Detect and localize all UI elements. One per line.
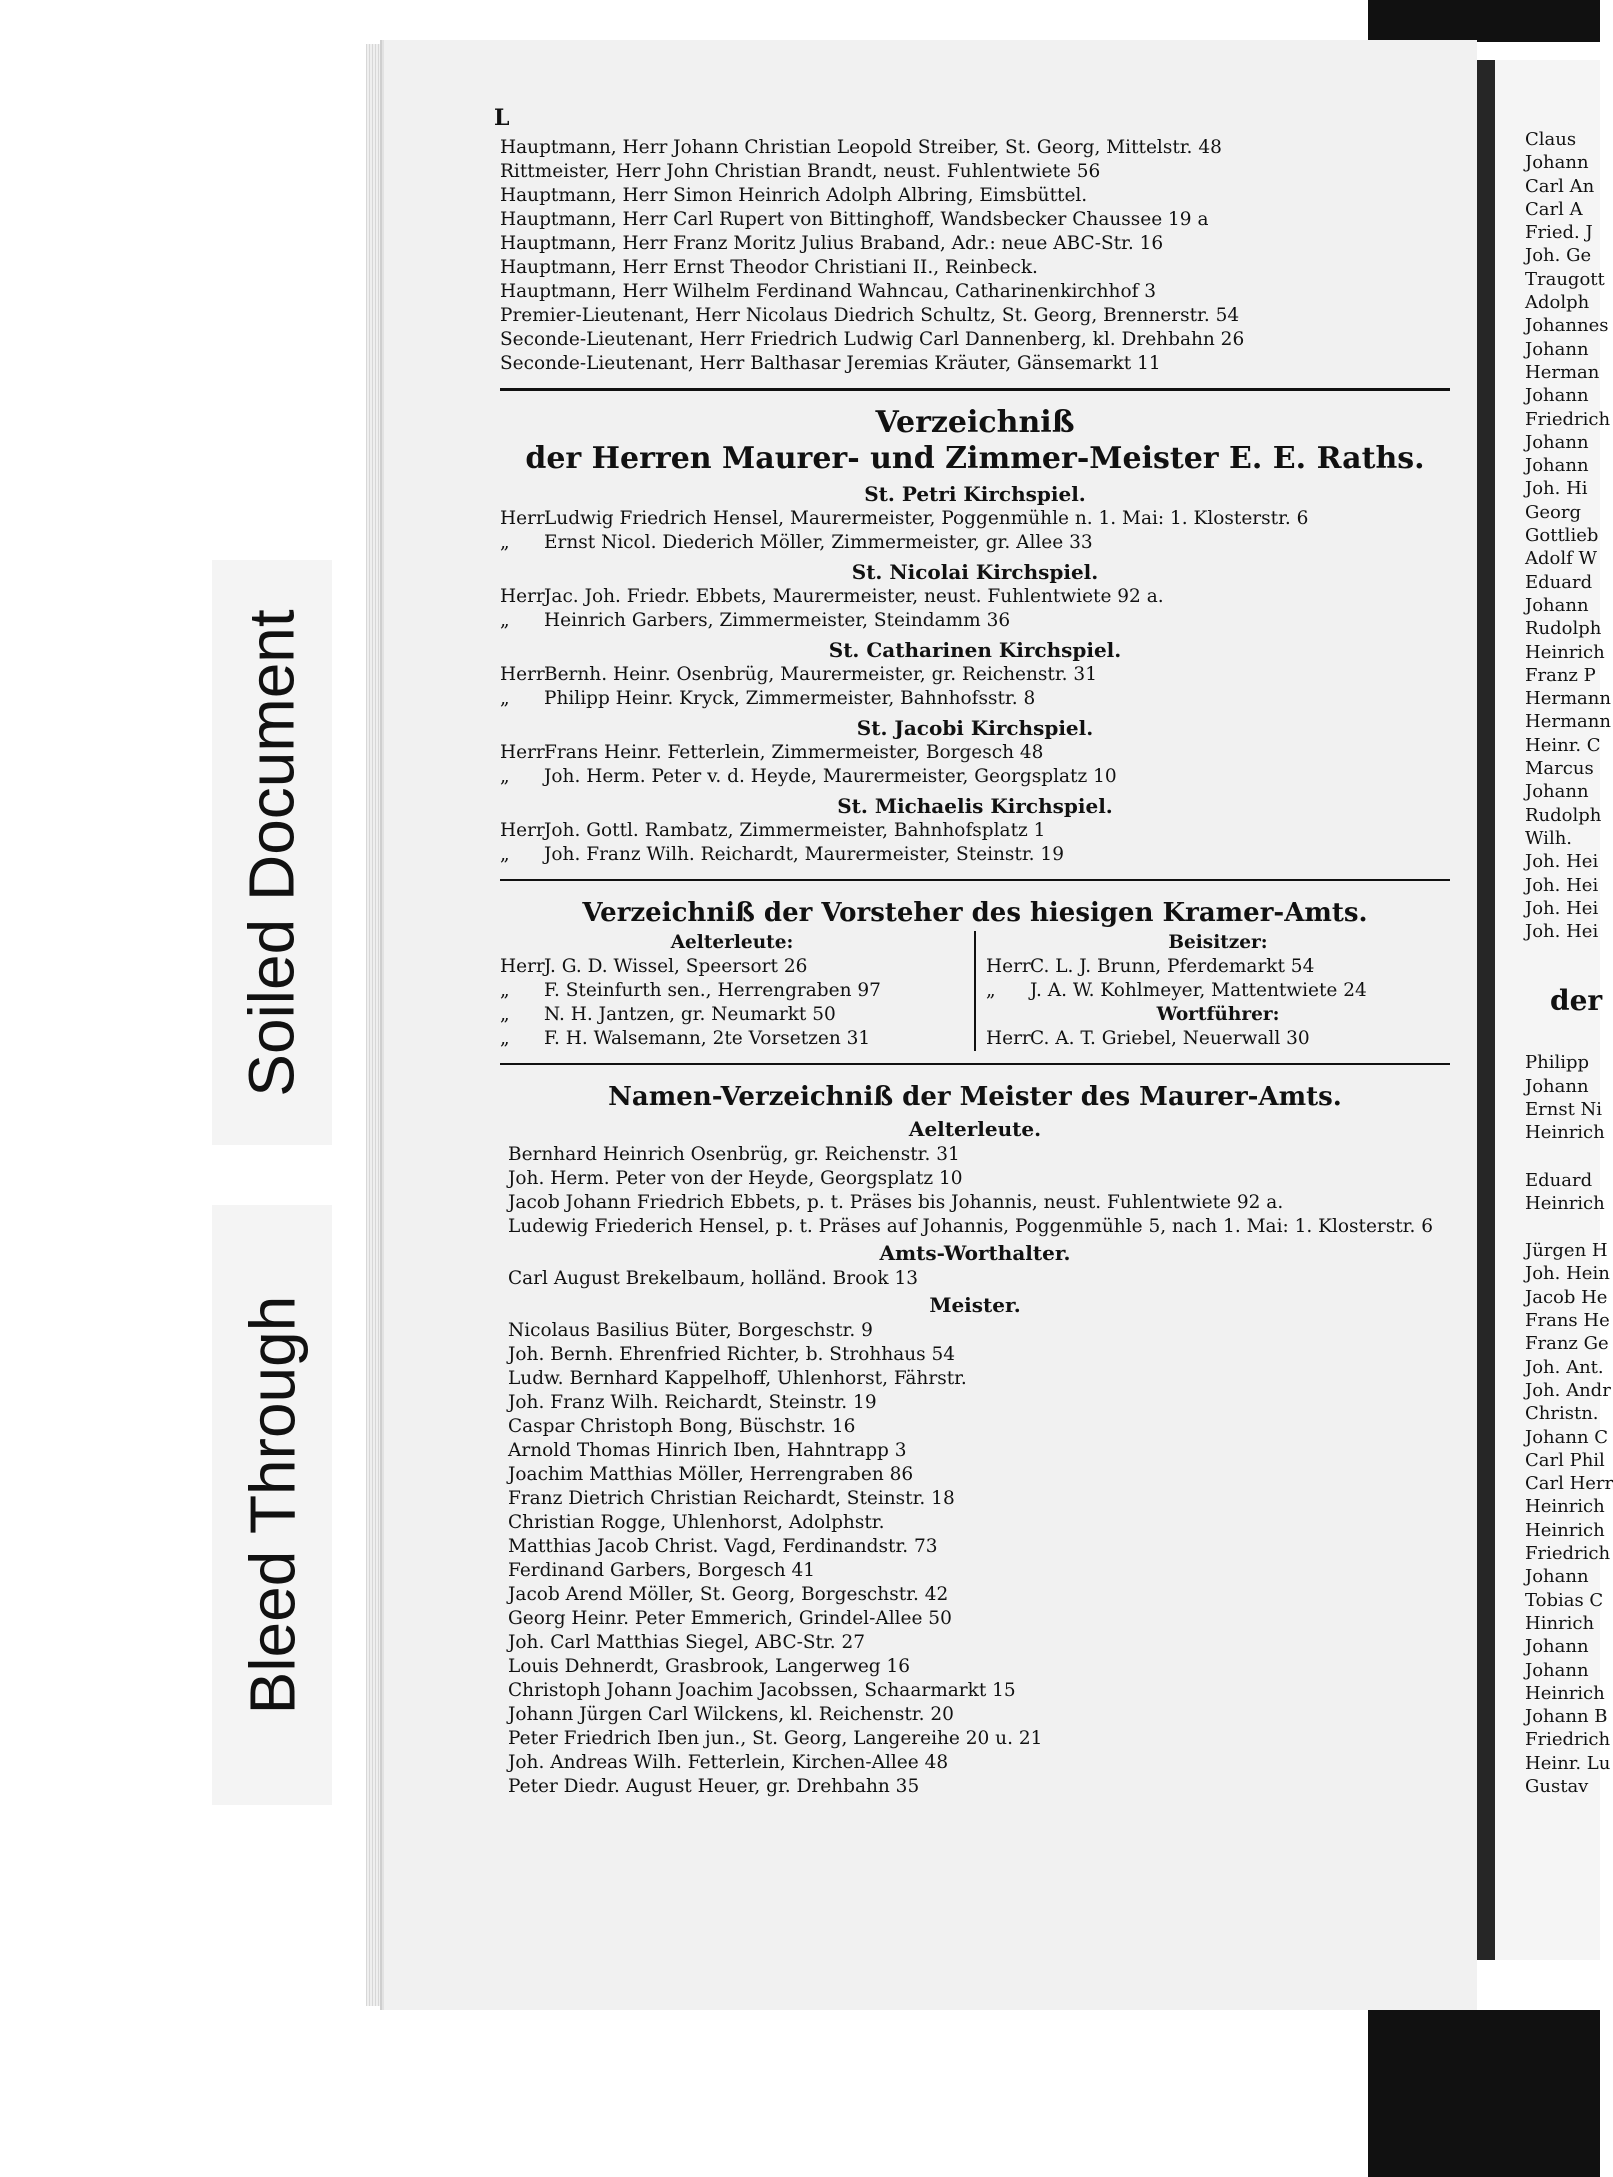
scanner-edge-top [1368,0,1600,42]
list-item: Hermann [1525,688,1611,710]
facing-page [1495,60,1613,1960]
section-title: Namen-Verzeichniß der Meister des Maurer-Amts. [608,1082,1342,1112]
list-item: Friedrich [1525,1543,1611,1565]
list-item: Louis Dehnerdt, Grasbrook, Langerweg 16 [508,1656,911,1677]
list-item: Joh. Franz Wilh. Reichardt, Steinstr. 19 [508,1392,877,1413]
list-item: Eduard [1525,571,1593,593]
list-item: Johann Jürgen Carl Wilckens, kl. Reichenstr. 20 [508,1704,954,1725]
officer-line: Hauptmann, Herr Franz Moritz Julius Braband, Adr.: neue ABC-Str. 16 [500,233,1164,254]
list-item: Tobias C [1525,1589,1604,1611]
facing-page-list-4 [1495,1239,1613,1798]
list-item: Ludw. Bernhard Kappelhoff, Uhlenhorst, Fährstr. [508,1368,967,1389]
list-item: Herr Bernh. Heinr. Osenbrüg, Maurermeister, gr. Reichenstr. 31 [500,664,1097,685]
column-heading: Aelterleute: [670,932,794,953]
list-item: „ F. Steinfurth sen., Herrengraben 97 [500,980,881,1001]
list-item: Heinrich [1525,1496,1605,1518]
divider [500,1063,1450,1065]
list-item: Jacob Johann Friedrich Ebbets, p. t. Präses bis Johannis, neust. Fuhlentwiete 92 a. [508,1192,1284,1213]
officer-line: Hauptmann, Herr Wilhelm Ferdinand Wahncau, Catharinenkirchhof 3 [500,281,1157,302]
list-item: Bernhard Heinrich Osenbrüg, gr. Reichenstr. 31 [508,1144,960,1165]
list-item: Carl An [1525,175,1595,197]
list-item: Adolph [1525,292,1590,314]
list-item: Joh. Bernh. Ehrenfried Richter, b. Strohhaus 54 [508,1344,956,1365]
binding-gutter [1475,60,1495,1960]
parish-heading: St. Catharinen Kirchspiel. [828,638,1122,662]
list-item: Heinrich [1525,1519,1605,1541]
page-letter: L [494,105,510,131]
list-item: Gottlieb [1525,525,1599,547]
list-item: Joh. Ge [1525,245,1592,267]
list-item: Heinr. Lu [1525,1752,1611,1774]
list-item: Herr C. L. J. Brunn, Pferdemarkt 54 [986,956,1315,977]
list-item: Peter Diedr. August Heuer, gr. Drehbahn 35 [508,1776,920,1797]
list-item: Johann [1525,455,1589,477]
list-item: „ F. H. Walsemann, 2te Vorsetzen 31 [500,1028,871,1049]
list-item: Joachim Matthias Möller, Herrengraben 86 [508,1464,914,1485]
list-item: Ernst Ni [1525,1098,1603,1120]
list-item: Johann [1525,431,1589,453]
two-column-block [500,931,1450,1051]
list-item: Friedrich [1525,1729,1611,1751]
list-item: Johann [1525,385,1589,407]
list-item: Carl Phil [1525,1449,1605,1471]
list-item: Herman [1525,361,1600,383]
document-page [380,40,1477,2010]
list-item: Claus [1525,129,1577,150]
list-item: Rudolph [1525,618,1602,640]
list-item: Jürgen H [1525,1240,1608,1262]
section-subtitle: der Herren Maurer- und Zimmer-Meister E. E. Raths. [525,441,1425,476]
list-item: Traugott [1525,268,1605,290]
list-item: Joh. Hei [1525,897,1599,919]
page-edge-stack [366,44,380,2006]
list-item: Marcus [1525,758,1594,780]
bleed-through-label [212,1205,332,1805]
list-item: Herr Ludwig Friedrich Hensel, Maurermeister, Poggenmühle n. 1. Mai: 1. Klosterstr. 6 [500,508,1309,529]
list-item: Johann [1525,1636,1589,1658]
list-item: Joh. Hei [1525,921,1599,943]
list-item: Heinr. C [1525,734,1601,756]
sub-heading: Aelterleute. [908,1117,1042,1141]
list-item: Nicolaus Basilius Büter, Borgeschstr. 9 [508,1320,873,1341]
section-maurer-amt [500,1079,1450,1799]
list-item: Johann [1525,338,1589,360]
officer-line: Hauptmann, Herr Simon Heinrich Adolph Albring, Eimsbüttel. [500,185,1088,206]
soiled-document-text: Soiled Document [236,608,308,1097]
list-item: „ Joh. Herm. Peter v. d. Heyde, Maurermeister, Georgsplatz 10 [500,766,1117,787]
list-item: Herr J. G. D. Wissel, Speersort 26 [500,956,808,977]
list-item: Johann [1525,152,1589,174]
list-item: Joh. Andr [1525,1379,1611,1401]
soiled-document-label [212,560,332,1145]
list-item: „ Heinrich Garbers, Zimmermeister, Steindamm 36 [500,610,1011,631]
list-item: Friedrich [1525,408,1611,430]
list-item: Philipp [1525,1052,1590,1074]
section-council-builders [500,405,1450,867]
list-item: Christn. [1525,1403,1599,1425]
bleed-through-text: Bleed Through [236,1295,308,1715]
parish-heading: St. Nicolai Kirchspiel. [851,560,1099,584]
list-item: Ludewig Friederich Hensel, p. t. Präses auf Johannis, Poggenmühle 5, nach 1. Mai: 1. Klosterstr. 6 [508,1216,1434,1237]
officer-line: Seconde-Lieutenant, Herr Balthasar Jeremias Kräuter, Gänsemarkt 11 [500,353,1161,374]
list-item: Joh. Ant. [1525,1356,1604,1378]
list-item: Rudolph [1525,804,1602,826]
list-item: „ Ernst Nicol. Diederich Möller, Zimmermeister, gr. Allee 33 [500,532,1093,553]
facing-page-list-2 [1495,1051,1605,1144]
list-item: Herr Frans Heinr. Fetterlein, Zimmermeister, Borgesch 48 [500,742,1044,763]
list-item: Carl Herr [1525,1473,1613,1495]
officer-line: Rittmeister, Herr John Christian Brandt, neust. Fuhlentwiete 56 [500,161,1101,182]
list-item: Adolf W [1525,548,1597,570]
aelterleute-column [500,931,976,1051]
facing-page-heading: der [1550,984,1603,1018]
list-item: Frans He [1525,1310,1610,1332]
facing-page-list-3 [1495,1169,1605,1216]
list-item: Johann [1525,1566,1589,1588]
list-item: Georg [1525,501,1581,523]
list-item: Joh. Hei [1525,851,1599,873]
list-item: Herr Joh. Gottl. Rambatz, Zimmermeister, Bahnhofsplatz 1 [500,820,1046,841]
list-item: Joh. Carl Matthias Siegel, ABC-Str. 27 [508,1632,866,1653]
list-item: Georg Heinr. Peter Emmerich, Grindel-Allee 50 [508,1608,952,1629]
list-item: Joh. Hi [1525,478,1588,500]
officer-line: Hauptmann, Herr Carl Rupert von Bittinghoff, Wandsbecker Chaussee 19 a [500,209,1209,230]
list-item: Matthias Jacob Christ. Vagd, Ferdinandstr. 73 [508,1536,938,1557]
list-item: Joh. Hei [1525,874,1599,896]
list-item: Franz Dietrich Christian Reichardt, Steinstr. 18 [508,1488,955,1509]
list-item: „ J. A. W. Kohlmeyer, Mattentwiete 24 [986,980,1367,1001]
column-heading: Beisitzer: [1168,932,1268,953]
list-item: Christoph Johann Joachim Jacobssen, Schaarmarkt 15 [508,1680,1016,1701]
divider [500,388,1450,391]
list-item: „ Philipp Heinr. Kryck, Zimmermeister, Bahnhofsstr. 8 [500,688,1036,709]
list-item: Johann [1525,1659,1589,1681]
section-title: Verzeichniß [875,405,1075,440]
list-item: Gustav [1525,1776,1589,1797]
list-item: Joh. Hein [1525,1263,1610,1285]
list-item: Johann B [1525,1706,1608,1728]
list-item: Arnold Thomas Hinrich Iben, Hahntrapp 3 [508,1440,907,1461]
list-item: Franz Ge [1525,1333,1609,1355]
list-item: Ferdinand Garbers, Borgesch 41 [508,1560,816,1581]
list-item: Carl A [1525,198,1583,220]
section-title: Verzeichniß der Vorsteher des hiesigen Kramer-Amts. [582,898,1368,928]
scanner-edge-bottom [1368,2010,1600,2177]
sub-heading: Amts-Worthalter. [879,1241,1071,1265]
beisitzer-column [976,931,1450,1051]
list-item: Jacob Arend Möller, St. Georg, Borgeschstr. 42 [508,1584,949,1605]
list-item: Franz P [1525,664,1596,686]
list-item: Carl August Brekelbaum, holländ. Brook 13 [508,1268,918,1289]
list-item: „ N. H. Jantzen, gr. Neumarkt 50 [500,1004,836,1025]
list-item: Johann C [1525,1426,1609,1448]
divider [500,879,1450,881]
facing-page-list-1 [1495,128,1611,943]
list-item: „ Joh. Franz Wilh. Reichardt, Maurermeister, Steinstr. 19 [500,844,1064,865]
list-item: Wilh. [1525,827,1573,849]
list-item: Joh. Herm. Peter von der Heyde, Georgsplatz 10 [508,1168,963,1189]
list-item: Hermann [1525,711,1611,733]
officer-line: Premier-Lieutenant, Herr Nicolaus Diedrich Schultz, St. Georg, Brennerstr. 54 [500,305,1240,326]
list-item: Herr C. A. T. Griebel, Neuerwall 30 [986,1028,1310,1049]
list-item: Herr Jac. Joh. Friedr. Ebbets, Maurermeister, neust. Fuhlentwiete 92 a. [500,586,1164,607]
list-item: Fried. J [1525,222,1593,244]
list-item: Johannes [1525,315,1609,337]
list-item: Heinrich [1525,1122,1605,1144]
sub-heading: Meister. [929,1293,1021,1317]
list-item: Johann [1525,1075,1589,1097]
list-item: Heinrich [1525,1682,1605,1704]
page-content [494,100,1450,1799]
list-item: Jacob He [1525,1286,1608,1308]
list-item: Heinrich [1525,1192,1605,1214]
list-item: Joh. Andreas Wilh. Fetterlein, Kirchen-Allee 48 [508,1752,949,1773]
list-item: Christian Rogge, Uhlenhorst, Adolphstr. [508,1512,885,1533]
officers-list [500,136,1450,376]
list-item: Eduard [1525,1169,1593,1191]
officer-line: Seconde-Lieutenant, Herr Friedrich Ludwig Carl Dannenberg, kl. Drehbahn 26 [500,329,1245,350]
officer-line: Hauptmann, Herr Johann Christian Leopold Streiber, St. Georg, Mittelstr. 48 [500,137,1222,158]
parish-heading: St. Petri Kirchspiel. [864,482,1086,506]
list-item: Johann [1525,594,1589,616]
list-item: Peter Friedrich Iben jun., St. Georg, Langereihe 20 u. 21 [508,1728,1043,1749]
parish-heading: St. Michaelis Kirchspiel. [837,794,1113,818]
list-item: Johann [1525,781,1589,803]
parish-heading: St. Jacobi Kirchspiel. [856,716,1094,740]
section-kramer-amt [500,895,1450,1051]
list-item: Caspar Christoph Bong, Büschstr. 16 [508,1416,856,1437]
officer-line: Hauptmann, Herr Ernst Theodor Christiani II., Reinbeck. [500,257,1038,278]
list-item: Heinrich [1525,641,1605,663]
list-item: Hinrich [1525,1612,1595,1634]
column-heading: Wortführer: [1156,1004,1280,1025]
